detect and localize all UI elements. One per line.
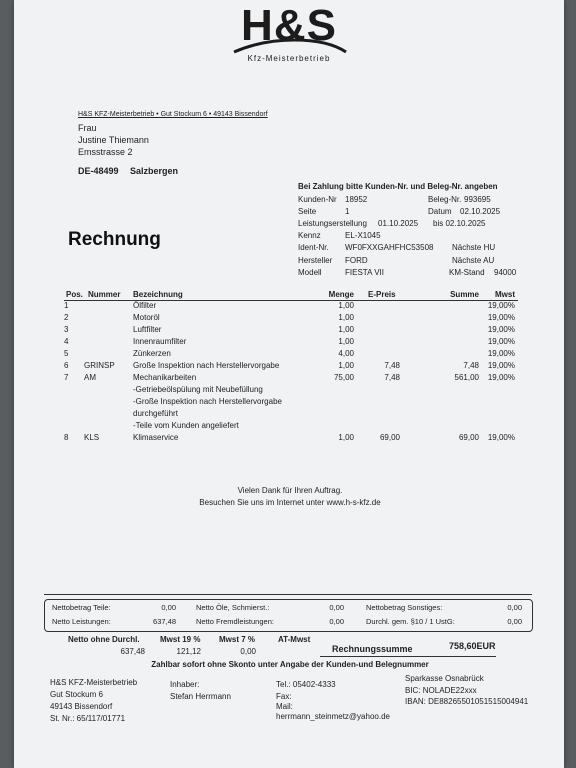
modell-value: FIESTA VII	[345, 268, 384, 277]
km-label: KM-Stand	[449, 268, 485, 277]
company-logo	[218, 2, 360, 66]
row8-nummer: KLS	[84, 433, 100, 442]
leistung-bis: bis 02.10.2025	[433, 219, 486, 228]
footer-street: Gut Stockum 6	[50, 690, 103, 699]
col-summe-header: Summe	[450, 290, 479, 299]
netto-teile-label: Nettobetrag Teile:	[52, 603, 111, 612]
row-menge: 1,00	[338, 325, 354, 334]
note-line: -Teile vom Kunden angeliefert	[133, 421, 239, 430]
row-menge: 4,00	[338, 349, 354, 358]
footer-mail: herrmann_steinmetz@yahoo.de	[276, 712, 390, 721]
note-line: -Getriebeölspülung mit Neubefüllung	[133, 385, 263, 394]
row-mwst: 19,00%	[487, 325, 515, 334]
naechste-hu: Nächste HU	[452, 243, 496, 252]
row-pos: 5	[64, 349, 69, 358]
row8-menge: 1,00	[338, 433, 354, 442]
row-epreis: 7,48	[384, 373, 400, 382]
row8-pos: 8	[64, 433, 69, 442]
row-nummer: GRINSP	[84, 361, 115, 370]
car-silhouette-icon	[232, 38, 348, 54]
recipient-city: Salzbergen	[130, 166, 179, 176]
col-bezeichnung-header: Bezeichnung	[133, 290, 183, 299]
netto-teile-value: 0,00	[161, 603, 176, 612]
col-mwst-header: Mwst	[495, 290, 515, 299]
row-bezeichnung: Ölfilter	[133, 301, 157, 310]
row-nummer: AM	[84, 373, 96, 382]
beleg-label: Beleg-Nr.	[428, 195, 462, 204]
row-menge: 1,00	[338, 313, 354, 322]
footer-company: H&S KFZ-Meisterbetrieb	[50, 678, 138, 687]
datum-label: Datum	[428, 207, 452, 216]
hersteller-value: FORD	[345, 256, 368, 265]
recipient-salutation: Frau	[78, 123, 97, 133]
col-nummer-header: Nummer	[88, 290, 121, 299]
logo-subtitle: Kfz-Meisterbetrieb	[247, 54, 331, 63]
kennz-label: Kennz	[298, 231, 321, 240]
row8-summe: 69,00	[458, 433, 479, 442]
row-menge: 75,00	[333, 373, 354, 382]
netto-fremd-value: 0,00	[329, 617, 344, 626]
footer-city: 49143 Bissendorf	[50, 702, 113, 711]
at-mwst-label: AT-Mwst	[278, 635, 311, 644]
row-pos: 7	[64, 373, 69, 382]
col-epreis-header: E-Preis	[368, 290, 396, 299]
mwst7-label: Mwst 7 %	[219, 635, 256, 644]
sender-line: H&S KFZ-Meisterbetrieb • Gut Stockum 6 • 49143 Bissendorf	[78, 111, 268, 118]
row8-mwst: 19,00%	[487, 433, 515, 442]
rechnungssumme-value: 758,60EUR	[449, 641, 496, 651]
recipient-name: Justine Thiemann	[78, 135, 149, 145]
totals-divider	[44, 594, 532, 595]
row8-bezeichnung: Klimaservice	[133, 433, 179, 442]
netto-sonstiges-value: 0,00	[507, 603, 522, 612]
mwst7-value: 0,00	[240, 647, 256, 656]
row-mwst: 19,00%	[487, 361, 515, 370]
row-pos: 4	[64, 337, 69, 346]
logo-text: H&S	[241, 1, 337, 50]
row-mwst: 19,00%	[487, 313, 515, 322]
row-mwst: 19,00%	[487, 337, 515, 346]
payment-notice: Bei Zahlung bitte Kunden-Nr. und Beleg-Nr. angeben	[298, 182, 498, 191]
footer-inhaber: Stefan Herrmann	[170, 692, 231, 701]
modell-label: Modell	[298, 268, 322, 277]
row-menge: 1,00	[338, 337, 354, 346]
website-text: Besuchen Sie uns im Internet unter www.h-s-kfz.de	[199, 498, 381, 507]
ohne-durchl-value: 637,48	[120, 647, 145, 656]
recipient-street: Emsstrasse 2	[78, 147, 133, 157]
row-pos: 6	[64, 361, 69, 370]
hersteller-label: Hersteller	[298, 256, 333, 265]
datum-value: 02.10.2025	[460, 207, 501, 216]
netto-oele-value: 0,00	[329, 603, 344, 612]
row-bezeichnung: Große Inspektion nach Herstellervorgabe	[133, 361, 280, 370]
row-bezeichnung: Zünkerzen	[133, 349, 171, 358]
footer-inhaber-label: Inhaber:	[170, 680, 200, 689]
row8-epreis: 69,00	[379, 433, 400, 442]
totals-box	[44, 599, 533, 632]
seite-label: Seite	[298, 207, 317, 216]
row-summe: 561,00	[454, 373, 479, 382]
note-line: durchgeführt	[133, 409, 178, 418]
row-mwst: 19,00%	[487, 373, 515, 382]
netto-fremd-label: Netto Fremdleistungen:	[196, 617, 274, 626]
footer-tel: Tel.: 05402-4333	[276, 680, 336, 689]
kunden-value: 18952	[345, 195, 368, 204]
footer-fax: Fax:	[276, 692, 292, 701]
row-bezeichnung: Motoröl	[133, 313, 160, 322]
mwst19-value: 121,12	[176, 647, 201, 656]
col-pos-header: Pos.	[66, 290, 83, 299]
ident-label: Ident-Nr.	[298, 243, 329, 252]
kunden-label: Kunden-Nr	[298, 195, 337, 204]
page-title: Rechnung	[68, 229, 161, 250]
netto-sonstiges-label: Nettobetrag Sonstiges:	[366, 603, 443, 612]
seite-value: 1	[345, 207, 350, 216]
naechste-au: Nächste AU	[452, 256, 495, 265]
durchl-label: Durchl. gem. §10 / 1 UstG:	[366, 617, 455, 626]
kennz-value: EL-X1045	[345, 231, 381, 240]
row-pos: 1	[64, 301, 69, 310]
footer-bic: BIC: NOLADE22xxx	[405, 686, 477, 695]
km-value: 94000	[494, 268, 517, 277]
col-menge-header: Menge	[328, 290, 354, 299]
sum-underline	[320, 656, 496, 657]
note-line: -Große Inspektion nach Herstellervorgabe	[133, 397, 282, 406]
row-mwst: 19,00%	[487, 301, 515, 310]
row-pos: 2	[64, 313, 69, 322]
recipient-zip: DE-48499	[78, 166, 119, 176]
payment-terms: Zahlbar sofort ohne Skonto unter Angabe der Kunden-und Belegnummer	[151, 660, 429, 669]
ident-value: WF0FXXGAHFHC53508	[345, 243, 434, 252]
footer-taxnr: St. Nr.: 65/117/01771	[50, 714, 126, 723]
durchl-value: 0,00	[507, 617, 522, 626]
ohne-durchl-label: Netto ohne Durchl.	[68, 635, 140, 644]
footer-mail-label: Mail:	[276, 702, 293, 711]
row-summe: 7,48	[463, 361, 479, 370]
footer-bank: Sparkasse Osnabrück	[405, 674, 484, 683]
row-menge: 1,00	[338, 301, 354, 310]
thank-you-text: Vielen Dank für Ihren Auftrag.	[237, 486, 343, 495]
row-pos: 3	[64, 325, 69, 334]
footer-iban: IBAN: DE88265501051515004941	[405, 697, 529, 706]
row-bezeichnung: Luftfilter	[133, 325, 162, 334]
netto-leistungen-label: Netto Leistungen:	[52, 617, 111, 626]
mwst19-label: Mwst 19 %	[160, 635, 201, 644]
rechnungssumme-label: Rechnungssumme	[332, 644, 413, 654]
row-epreis: 7,48	[384, 361, 400, 370]
row-menge: 1,00	[338, 361, 354, 370]
netto-oele-label: Netto Öle, Schmierst.:	[196, 603, 270, 612]
row-mwst: 19,00%	[487, 349, 515, 358]
beleg-value: 993695	[464, 195, 491, 204]
netto-leistungen-value: 637,48	[153, 617, 176, 626]
leistung-label: Leistungserstellung	[298, 219, 367, 228]
leistung-value: 01.10.2025	[378, 219, 419, 228]
row-bezeichnung: Innenraumfilter	[133, 337, 187, 346]
row-bezeichnung: Mechanikarbeiten	[133, 373, 197, 382]
